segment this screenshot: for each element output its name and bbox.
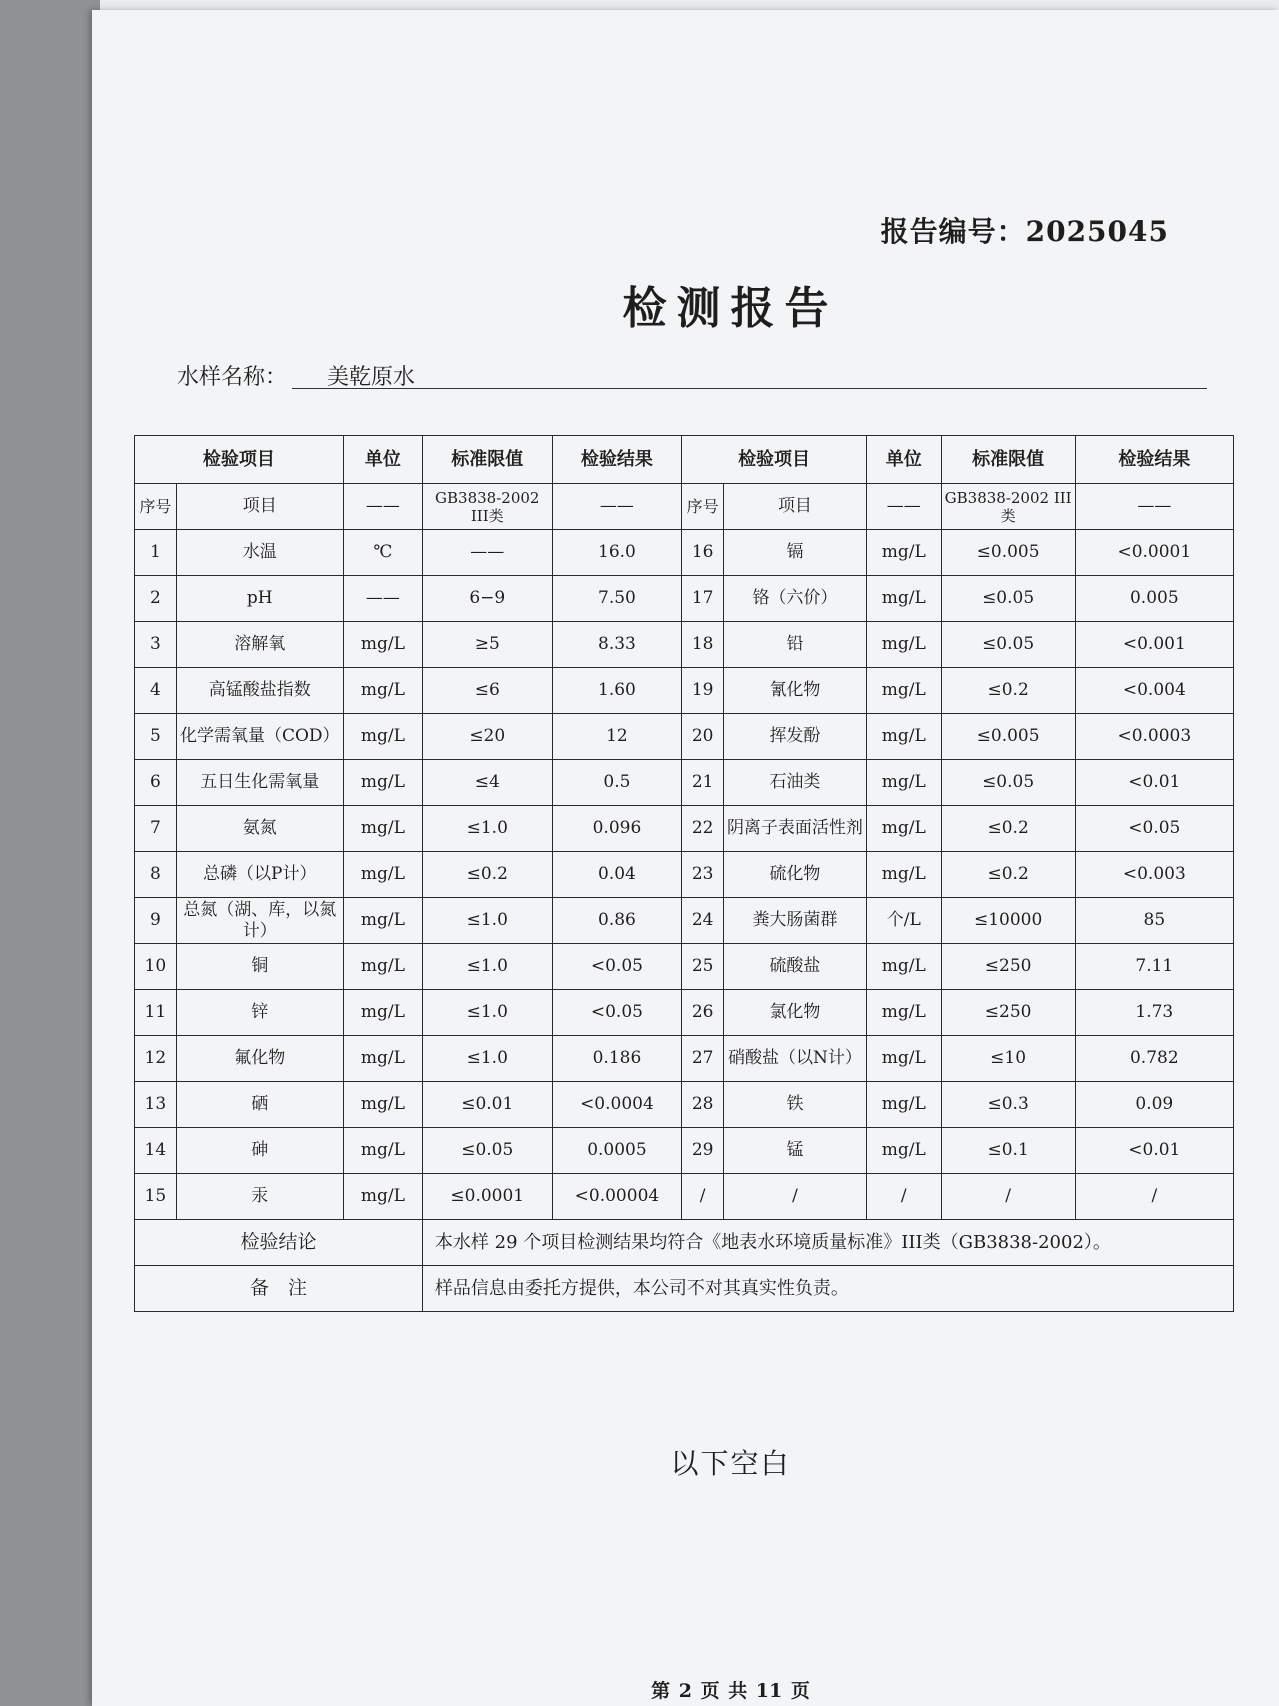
page-footer: 第 2 页 共 11 页 [651, 1680, 810, 1702]
row-no-right: 24 [682, 898, 724, 944]
remark-text: 样品信息由委托方提供，本公司不对其真实性负责。 [422, 1266, 1233, 1312]
blank-below-note: 以下空白 [670, 1447, 791, 1480]
row-result-right: <0.01 [1075, 760, 1233, 806]
row-limit-right: / [941, 1174, 1075, 1220]
row-item-right: 氯化物 [724, 990, 867, 1036]
results-table [134, 435, 1234, 1312]
row-unit-left: mg/L [343, 714, 422, 760]
header-item-right: 检验项目 [682, 436, 867, 484]
row-result-right: 0.782 [1075, 1036, 1233, 1082]
table-row [135, 1174, 1234, 1220]
row-unit-right: mg/L [866, 1128, 941, 1174]
remark-label: 备 注 [135, 1266, 423, 1312]
row-item-right: 铅 [724, 622, 867, 668]
row-result-right: <0.0003 [1075, 714, 1233, 760]
row-no-right: / [682, 1174, 724, 1220]
row-limit-left: —— [422, 530, 552, 576]
row-item-left: 水温 [176, 530, 343, 576]
row-result-right: <0.004 [1075, 668, 1233, 714]
sample-name-row [177, 360, 1177, 391]
row-result-right: 7.11 [1075, 944, 1233, 990]
row-no-right: 27 [682, 1036, 724, 1082]
row-limit-right: ≤0.05 [941, 576, 1075, 622]
row-unit-left: mg/L [343, 622, 422, 668]
result-dash-right: —— [1075, 484, 1233, 530]
row-unit-right: mg/L [866, 1082, 941, 1128]
row-result-left: 12 [552, 714, 682, 760]
row-limit-right: ≤0.2 [941, 668, 1075, 714]
result-dash-left: —— [552, 484, 682, 530]
row-item-left: 铜 [176, 944, 343, 990]
row-no-left: 1 [135, 530, 177, 576]
row-item-left: 高锰酸盐指数 [176, 668, 343, 714]
row-item-left: pH [176, 576, 343, 622]
row-no-right: 21 [682, 760, 724, 806]
row-no-right: 19 [682, 668, 724, 714]
row-result-left: 0.186 [552, 1036, 682, 1082]
row-limit-right: ≤0.005 [941, 714, 1075, 760]
row-no-right: 29 [682, 1128, 724, 1174]
row-item-left: 硒 [176, 1082, 343, 1128]
row-result-left: 16.0 [552, 530, 682, 576]
row-unit-left: mg/L [343, 760, 422, 806]
row-result-right: 0.005 [1075, 576, 1233, 622]
item-header-right: 项目 [724, 484, 867, 530]
row-limit-left: ≥5 [422, 622, 552, 668]
row-no-right: 17 [682, 576, 724, 622]
row-limit-right: ≤0.2 [941, 852, 1075, 898]
row-result-left: <0.05 [552, 944, 682, 990]
row-no-left: 2 [135, 576, 177, 622]
row-no-left: 14 [135, 1128, 177, 1174]
row-unit-right: mg/L [866, 852, 941, 898]
row-limit-left: ≤0.01 [422, 1082, 552, 1128]
row-item-left: 化学需氧量（COD） [176, 714, 343, 760]
row-result-left: <0.0004 [552, 1082, 682, 1128]
row-result-right: <0.0001 [1075, 530, 1233, 576]
row-limit-right: ≤0.05 [941, 760, 1075, 806]
row-no-left: 9 [135, 898, 177, 944]
row-item-right: 镉 [724, 530, 867, 576]
row-item-left: 汞 [176, 1174, 343, 1220]
row-unit-right: mg/L [866, 530, 941, 576]
remark-row [135, 1266, 1234, 1312]
row-limit-right: ≤250 [941, 944, 1075, 990]
row-unit-left: mg/L [343, 944, 422, 990]
row-limit-right: ≤10000 [941, 898, 1075, 944]
row-no-left: 6 [135, 760, 177, 806]
row-unit-right: mg/L [866, 576, 941, 622]
row-limit-left: ≤1.0 [422, 806, 552, 852]
row-limit-left: ≤1.0 [422, 990, 552, 1036]
table-row [135, 990, 1234, 1036]
row-unit-left: mg/L [343, 1036, 422, 1082]
header-unit-right: 单位 [866, 436, 941, 484]
table-row [135, 944, 1234, 990]
row-no-left: 10 [135, 944, 177, 990]
row-no-right: 18 [682, 622, 724, 668]
row-unit-right: mg/L [866, 990, 941, 1036]
row-no-left: 4 [135, 668, 177, 714]
table-row [135, 668, 1234, 714]
row-item-right: 硝酸盐（以N计） [724, 1036, 867, 1082]
row-item-right: / [724, 1174, 867, 1220]
row-no-right: 25 [682, 944, 724, 990]
row-result-left: <0.05 [552, 990, 682, 1036]
row-no-right: 28 [682, 1082, 724, 1128]
row-result-left: 0.0005 [552, 1128, 682, 1174]
row-limit-left: ≤6 [422, 668, 552, 714]
row-unit-right: / [866, 1174, 941, 1220]
row-unit-left: mg/L [343, 1082, 422, 1128]
header-result-left: 检验结果 [552, 436, 682, 484]
row-item-right: 铁 [724, 1082, 867, 1128]
row-result-right: <0.001 [1075, 622, 1233, 668]
row-result-left: <0.00004 [552, 1174, 682, 1220]
row-unit-right: mg/L [866, 1036, 941, 1082]
row-limit-left: ≤1.0 [422, 944, 552, 990]
row-item-left: 氟化物 [176, 1036, 343, 1082]
row-unit-left: ℃ [343, 530, 422, 576]
row-no-left: 7 [135, 806, 177, 852]
table-row [135, 898, 1234, 944]
standard-left: GB3838-2002 III类 [422, 484, 552, 530]
unit-dash-left: —— [343, 484, 422, 530]
row-item-right: 阴离子表面活性剂 [724, 806, 867, 852]
row-result-left: 0.096 [552, 806, 682, 852]
conclusion-label: 检验结论 [135, 1220, 423, 1266]
row-no-left: 13 [135, 1082, 177, 1128]
conclusion-text: 本水样 29 个项目检测结果均符合《地表水环境质量标准》III类（GB3838-2002）。 [422, 1220, 1233, 1266]
unit-dash-right: —— [866, 484, 941, 530]
row-no-right: 26 [682, 990, 724, 1036]
row-unit-left: mg/L [343, 806, 422, 852]
row-result-left: 1.60 [552, 668, 682, 714]
table-row [135, 852, 1234, 898]
row-limit-left: ≤4 [422, 760, 552, 806]
table-row [135, 530, 1234, 576]
seq-header-left: 序号 [135, 484, 177, 530]
row-unit-right: mg/L [866, 760, 941, 806]
table-row [135, 1128, 1234, 1174]
row-no-right: 23 [682, 852, 724, 898]
row-no-right: 22 [682, 806, 724, 852]
table-row [135, 576, 1234, 622]
row-limit-right: ≤250 [941, 990, 1075, 1036]
row-result-right: <0.01 [1075, 1128, 1233, 1174]
row-unit-left: —— [343, 576, 422, 622]
sample-name-label: 水样名称： [177, 365, 288, 390]
standard-right: GB3838-2002 III类 [941, 484, 1075, 530]
row-limit-right: ≤10 [941, 1036, 1075, 1082]
table-row [135, 714, 1234, 760]
table-subheader-row [135, 484, 1234, 530]
table-row [135, 1082, 1234, 1128]
table-row [135, 806, 1234, 852]
row-result-left: 0.86 [552, 898, 682, 944]
table-row [135, 760, 1234, 806]
row-no-left: 5 [135, 714, 177, 760]
row-item-left: 锌 [176, 990, 343, 1036]
row-result-left: 0.5 [552, 760, 682, 806]
item-header-left: 项目 [176, 484, 343, 530]
row-unit-left: mg/L [343, 852, 422, 898]
report-page [92, 10, 1279, 1706]
row-limit-right: ≤0.1 [941, 1128, 1075, 1174]
row-unit-right: 个/L [866, 898, 941, 944]
row-unit-right: mg/L [866, 622, 941, 668]
row-result-right: 85 [1075, 898, 1233, 944]
row-no-right: 16 [682, 530, 724, 576]
row-result-left: 0.04 [552, 852, 682, 898]
report-title: 检测报告 [622, 283, 839, 334]
row-item-right: 铬（六价） [724, 576, 867, 622]
row-limit-left: ≤1.0 [422, 898, 552, 944]
row-result-right: 0.09 [1075, 1082, 1233, 1128]
row-unit-right: mg/L [866, 806, 941, 852]
row-limit-left: 6−9 [422, 576, 552, 622]
row-item-left: 五日生化需氧量 [176, 760, 343, 806]
conclusion-row [135, 1220, 1234, 1266]
header-item-left: 检验项目 [135, 436, 344, 484]
table-row [135, 1036, 1234, 1082]
row-unit-left: mg/L [343, 898, 422, 944]
header-limit-left: 标准限值 [422, 436, 552, 484]
row-unit-right: mg/L [866, 668, 941, 714]
row-limit-right: ≤0.005 [941, 530, 1075, 576]
row-limit-left: ≤0.0001 [422, 1174, 552, 1220]
row-result-right: / [1075, 1174, 1233, 1220]
header-unit-left: 单位 [343, 436, 422, 484]
header-limit-right: 标准限值 [941, 436, 1075, 484]
row-item-right: 锰 [724, 1128, 867, 1174]
row-limit-left: ≤0.05 [422, 1128, 552, 1174]
row-unit-left: mg/L [343, 990, 422, 1036]
sample-name-value: 美乾原水 [292, 360, 1207, 389]
row-item-right: 粪大肠菌群 [724, 898, 867, 944]
row-result-right: <0.003 [1075, 852, 1233, 898]
row-limit-right: ≤0.05 [941, 622, 1075, 668]
row-result-left: 7.50 [552, 576, 682, 622]
row-result-right: 1.73 [1075, 990, 1233, 1036]
row-no-left: 8 [135, 852, 177, 898]
row-no-left: 11 [135, 990, 177, 1036]
row-item-left: 砷 [176, 1128, 343, 1174]
row-no-left: 3 [135, 622, 177, 668]
row-item-left: 总磷（以P计） [176, 852, 343, 898]
row-result-right: <0.05 [1075, 806, 1233, 852]
row-limit-right: ≤0.2 [941, 806, 1075, 852]
row-unit-right: mg/L [866, 944, 941, 990]
row-limit-right: ≤0.3 [941, 1082, 1075, 1128]
report-number: 报告编号：2025045 [880, 215, 1169, 248]
row-item-right: 硫化物 [724, 852, 867, 898]
header-result-right: 检验结果 [1075, 436, 1233, 484]
row-unit-right: mg/L [866, 714, 941, 760]
row-unit-left: mg/L [343, 1174, 422, 1220]
row-item-right: 挥发酚 [724, 714, 867, 760]
table-header-row [135, 436, 1234, 484]
row-item-left: 氨氮 [176, 806, 343, 852]
row-limit-left: ≤1.0 [422, 1036, 552, 1082]
row-item-right: 硫酸盐 [724, 944, 867, 990]
row-item-left: 总氮（湖、库，以氮计） [176, 898, 343, 944]
row-limit-left: ≤20 [422, 714, 552, 760]
row-item-right: 氰化物 [724, 668, 867, 714]
row-item-right: 石油类 [724, 760, 867, 806]
seq-header-right: 序号 [682, 484, 724, 530]
row-no-left: 12 [135, 1036, 177, 1082]
row-unit-left: mg/L [343, 1128, 422, 1174]
row-unit-left: mg/L [343, 668, 422, 714]
table-row [135, 622, 1234, 668]
row-result-left: 8.33 [552, 622, 682, 668]
row-no-right: 20 [682, 714, 724, 760]
row-item-left: 溶解氧 [176, 622, 343, 668]
row-no-left: 15 [135, 1174, 177, 1220]
row-limit-left: ≤0.2 [422, 852, 552, 898]
